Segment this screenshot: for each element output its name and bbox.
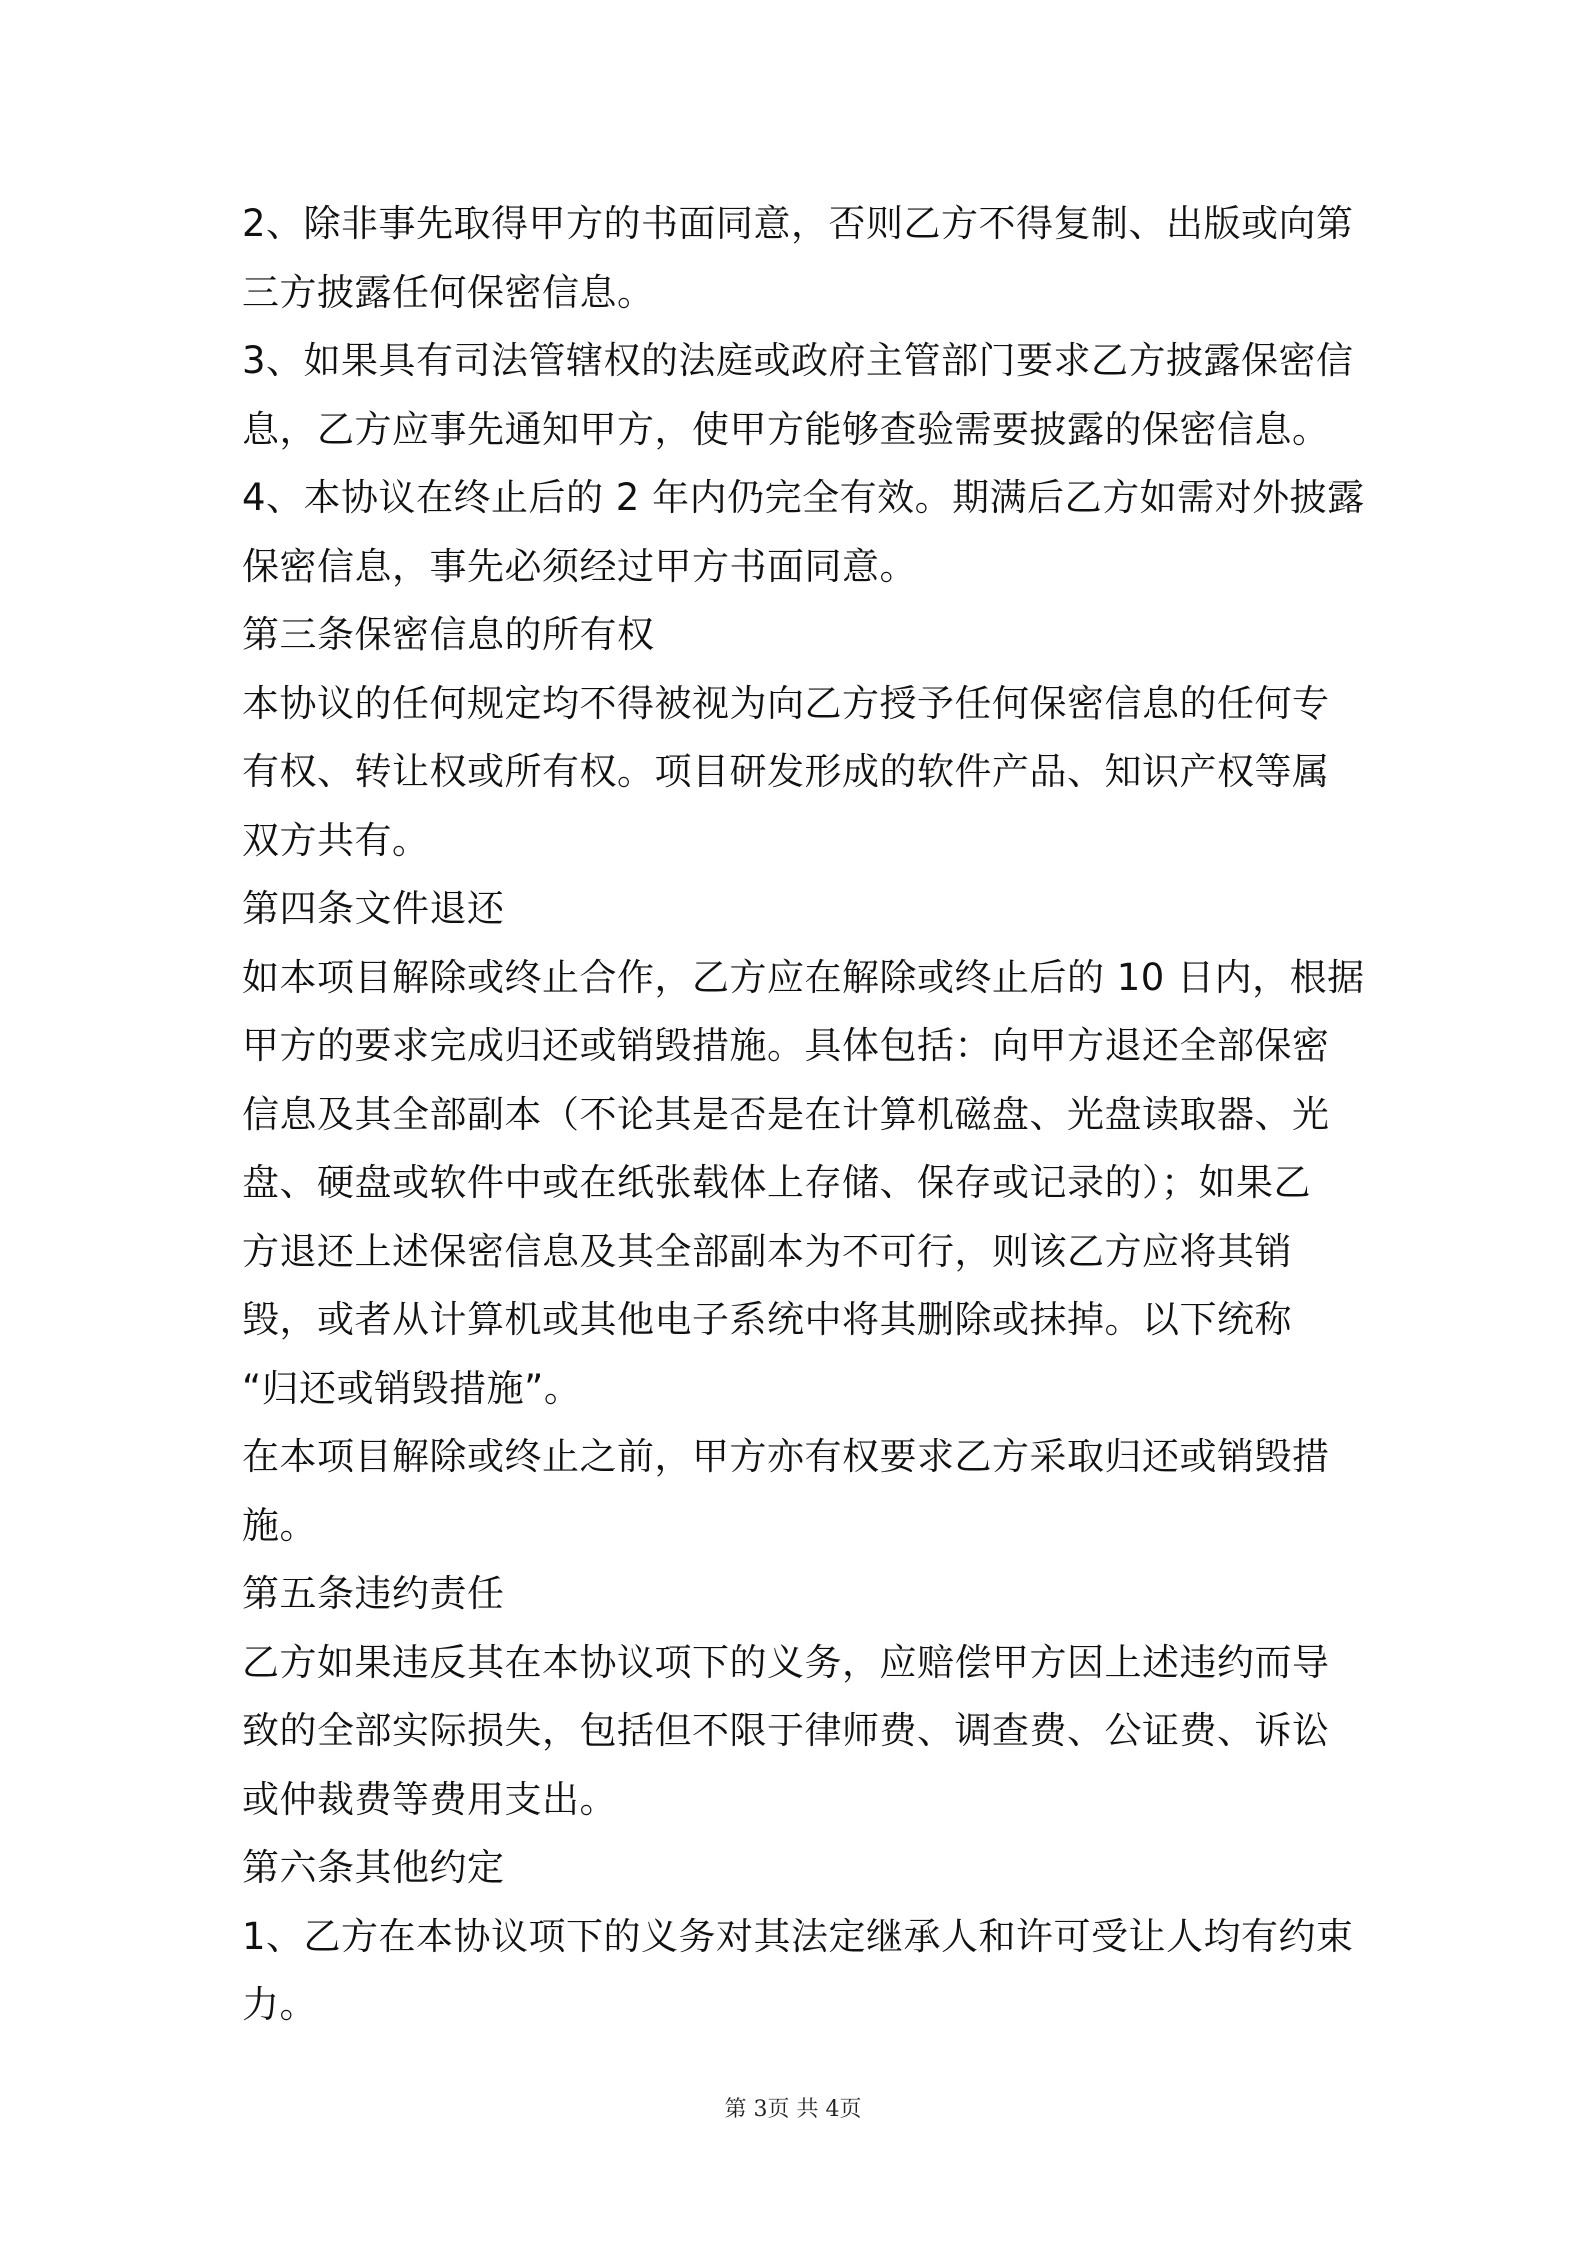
text-line: 有权、转让权或所有权。项目研发形成的软件产品、知识产权等属 [242,750,1330,793]
text-line: 4、本协议在终止后的 2 年内仍完全有效。期满后乙方如需对外披露 [242,476,1365,519]
text-line: 施。 [242,1503,317,1547]
text-line: 三方披露任何保密信息。 [242,270,655,314]
text-line: 力。 [242,1983,317,2026]
section-heading: 第五条违约责任 [242,1572,505,1615]
text-line: 2、除非事先取得甲方的书面同意，否则乙方不得复制、出版或向第 [242,202,1354,245]
text-line: 1、乙方在本协议项下的义务对其法定继承人和许可受让人均有约束 [242,1914,1354,1958]
text-line: 或仲裁费等费用支出。 [242,1777,617,1821]
section-heading: 第六条其他约定 [242,1846,505,1889]
text-line: 本协议的任何规定均不得被视为向乙方授予任何保密信息的任何专 [242,681,1330,725]
text-line: “归还或销毁措施”。 [242,1366,582,1410]
text-line: 息，乙方应事先通知甲方，使甲方能够查验需要披露的保密信息。 [242,407,1330,451]
text-line: 甲方的要求完成归还或销毁措施。具体包括：向甲方退还全部保密 [242,1024,1330,1067]
text-line: 双方共有。 [242,818,430,862]
text-line: 盘、硬盘或软件中或在纸张载体上存储、保存或记录的）；如果乙 [242,1161,1311,1204]
text-line: 方退还上述保密信息及其全部副本为不可行，则该乙方应将其销 [242,1229,1292,1273]
text-line: 毁，或者从计算机或其他电子系统中将其删除或抹掉。以下统称 [242,1298,1292,1341]
text-line: 3、如果具有司法管辖权的法庭或政府主管部门要求乙方披露保密信 [242,339,1354,382]
text-line: 在本项目解除或终止之前，甲方亦有权要求乙方采取归还或销毁措 [242,1435,1330,1478]
page-number-footer: 第 3页 共 4页 [724,2097,862,2122]
text-line: 保密信息，事先必须经过甲方书面同意。 [242,544,917,588]
text-line: 致的全部实际损失，包括但不限于律师费、调查费、公证费、诉讼 [242,1709,1330,1752]
text-line: 乙方如果违反其在本协议项下的义务，应赔偿甲方因上述违约而导 [242,1640,1330,1684]
section-heading: 第三条保密信息的所有权 [242,613,655,656]
text-line: 信息及其全部副本（不论其是否是在计算机磁盘、光盘读取器、光 [242,1092,1330,1136]
section-heading: 第四条文件退还 [242,887,505,930]
document-body [242,190,1367,2040]
text-line: 如本项目解除或终止合作，乙方应在解除或终止后的 10 日内，根据 [242,955,1365,999]
